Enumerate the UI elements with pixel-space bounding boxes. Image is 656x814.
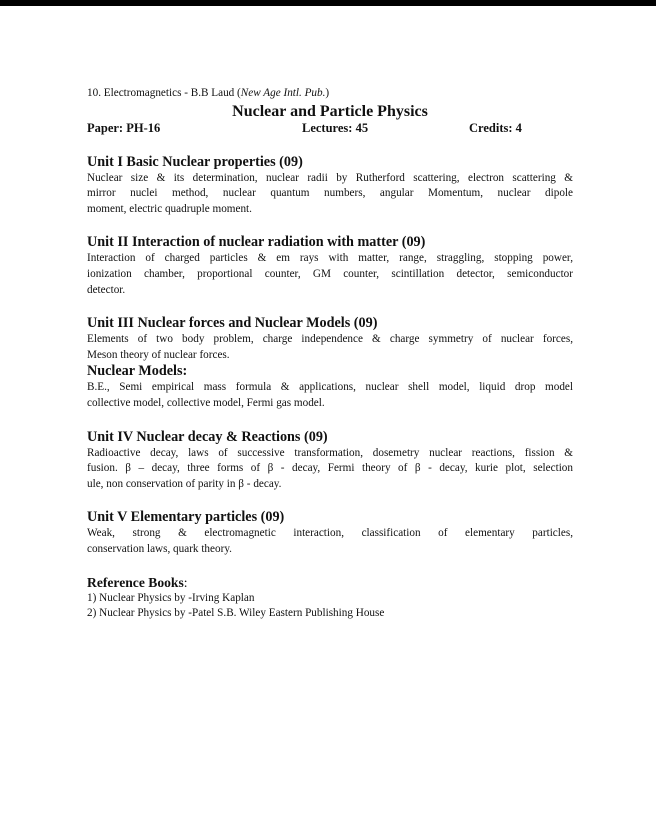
reference-books: [87, 574, 573, 622]
unit-body-line: fusion. β – decay, three forms of β - decay, Fermi theory of β - decay, kurie plot, selection: [87, 462, 573, 475]
unit-body: [87, 526, 573, 557]
course-title: Nuclear and Particle Physics: [232, 102, 428, 120]
unit-body-line: Meson theory of nuclear forces.: [87, 348, 230, 361]
reference-books-colon: :: [183, 574, 188, 590]
unit-2: [87, 234, 573, 298]
unit-heading: Unit V Elementary particles (09): [87, 509, 285, 526]
unit-body: [87, 251, 573, 298]
unit-body-line: Weak, strong & electromagnetic interaction, classification of elementary particles,: [87, 527, 573, 540]
unit-3: [87, 315, 573, 411]
previous-reference-publisher: New Age Intl. Pub.: [240, 87, 326, 99]
previous-reference-line: [87, 86, 573, 102]
unit-heading: Unit I Basic Nuclear properties (09): [87, 153, 303, 170]
unit-body-line: moment, electric quadruple moment.: [87, 202, 252, 215]
unit-body-line: ule, non conservation of parity in β - decay.: [87, 477, 282, 490]
paper-code: Paper: PH-16: [87, 120, 161, 135]
unit-body-line: conservation laws, quark theory.: [87, 542, 232, 555]
document-page: [87, 86, 573, 621]
unit-body-line: Nuclear size & its determination, nuclear radii by Rutherford scattering, electron scattering &: [87, 171, 573, 184]
unit-heading: Unit II Interaction of nuclear radiation with matter (09): [87, 234, 426, 251]
unit-body-line: B.E., Semi empirical mass formula & applications, nuclear shell model, liquid drop model: [87, 381, 573, 394]
reference-books-heading: [87, 574, 573, 591]
reference-item: 1) Nuclear Physics by -Irving Kaplan: [87, 591, 255, 604]
unit-5: [87, 509, 573, 557]
unit-1: [87, 154, 573, 218]
credits-count: Credits: 4: [469, 120, 522, 135]
reference-books-heading-text: Reference Books: [87, 574, 184, 590]
unit-body: [87, 446, 573, 493]
unit-body-line: Elements of two body problem, charge independence & charge symmetry of nuclear forces,: [87, 333, 573, 346]
unit-body-line: mirror nuclei method, nuclear quantum numbers, angular Momentum, nuclear dipole: [87, 187, 573, 200]
previous-reference-close: ): [325, 87, 330, 99]
lectures-count: Lectures: 45: [302, 120, 369, 135]
unit-body-line: detector.: [87, 283, 126, 296]
unit-4: [87, 429, 573, 493]
unit-body: [87, 332, 573, 363]
unit-body-line: ionization chamber, proportional counter, GM counter, scintillation detector, semiconductor: [87, 267, 573, 280]
unit-body-line: collective model, collective model, Fermi gas model.: [87, 396, 325, 409]
unit-heading: Unit III Nuclear forces and Nuclear Models (09): [87, 315, 378, 332]
previous-reference-text: 10. Electromagnetics - B.B Laud (: [87, 87, 241, 99]
unit-body: [87, 171, 573, 218]
unit-body-line: Interaction of charged particles & em rays with matter, range, straggling, stopping power,: [87, 252, 573, 265]
reference-item: 2) Nuclear Physics by -Patel S.B. Wiley Eastern Publishing House: [87, 606, 385, 619]
course-meta-row: [87, 121, 573, 138]
unit-body-line: Radioactive decay, laws of successive transformation, dosemetry nuclear reactions, fission &: [87, 446, 573, 459]
nuclear-models-subheading: Nuclear Models:: [87, 363, 188, 380]
top-black-bar: [0, 0, 656, 6]
unit-heading: Unit IV Nuclear decay & Reactions (09): [87, 428, 328, 445]
nuclear-models-body: [87, 380, 573, 411]
